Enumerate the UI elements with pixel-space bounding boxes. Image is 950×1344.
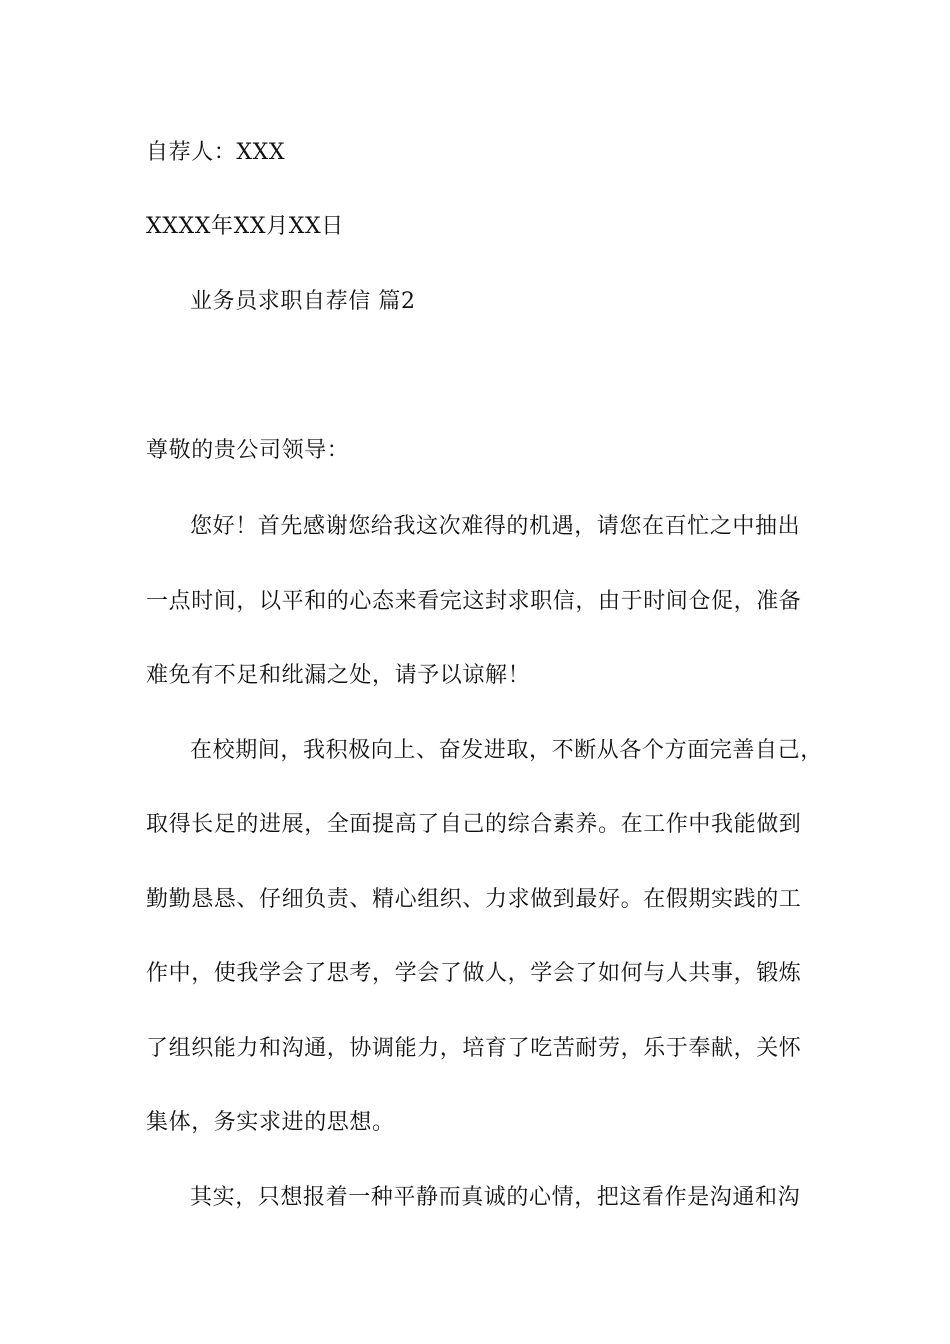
- body-line: 勤勤恳恳、仔细负责、精心组织、力求做到最好。在假期实践的工: [146, 887, 802, 912]
- body-line: 取得长足的进展，全面提高了自己的综合素养。在工作中我能做到: [146, 812, 802, 837]
- signature-line: 自荐人：XXX: [146, 140, 286, 165]
- body-line: 在校期间，我积极向上、奋发进取，不断从各个方面完善自己，: [190, 738, 823, 763]
- body-line: 了组织能力和沟通，协调能力，培育了吃苦耐劳，乐于奉献，关怀: [146, 1036, 802, 1061]
- salutation: 尊敬的贵公司领导：: [146, 438, 350, 463]
- body-line: 其实，只想报着一种平静而真诚的心情，把这看作是沟通和沟: [190, 1185, 801, 1210]
- section-title: 业务员求职自荐信 篇2: [190, 289, 416, 314]
- body-line: 集体，务实求进的思想。: [146, 1110, 395, 1135]
- body-line: 作中，使我学会了思考，学会了做人，学会了如何与人共事，锻炼: [146, 961, 802, 986]
- body-line: 难免有不足和纰漏之处，请予以谅解！: [146, 663, 531, 688]
- body-line: 您好！首先感谢您给我这次难得的机遇，请您在百忙之中抽出: [190, 514, 801, 539]
- date-line: XXXX年XX月XX日: [146, 214, 344, 239]
- body-line: 一点时间，以平和的心态来看完这封求职信，由于时间仓促，准备: [146, 589, 802, 614]
